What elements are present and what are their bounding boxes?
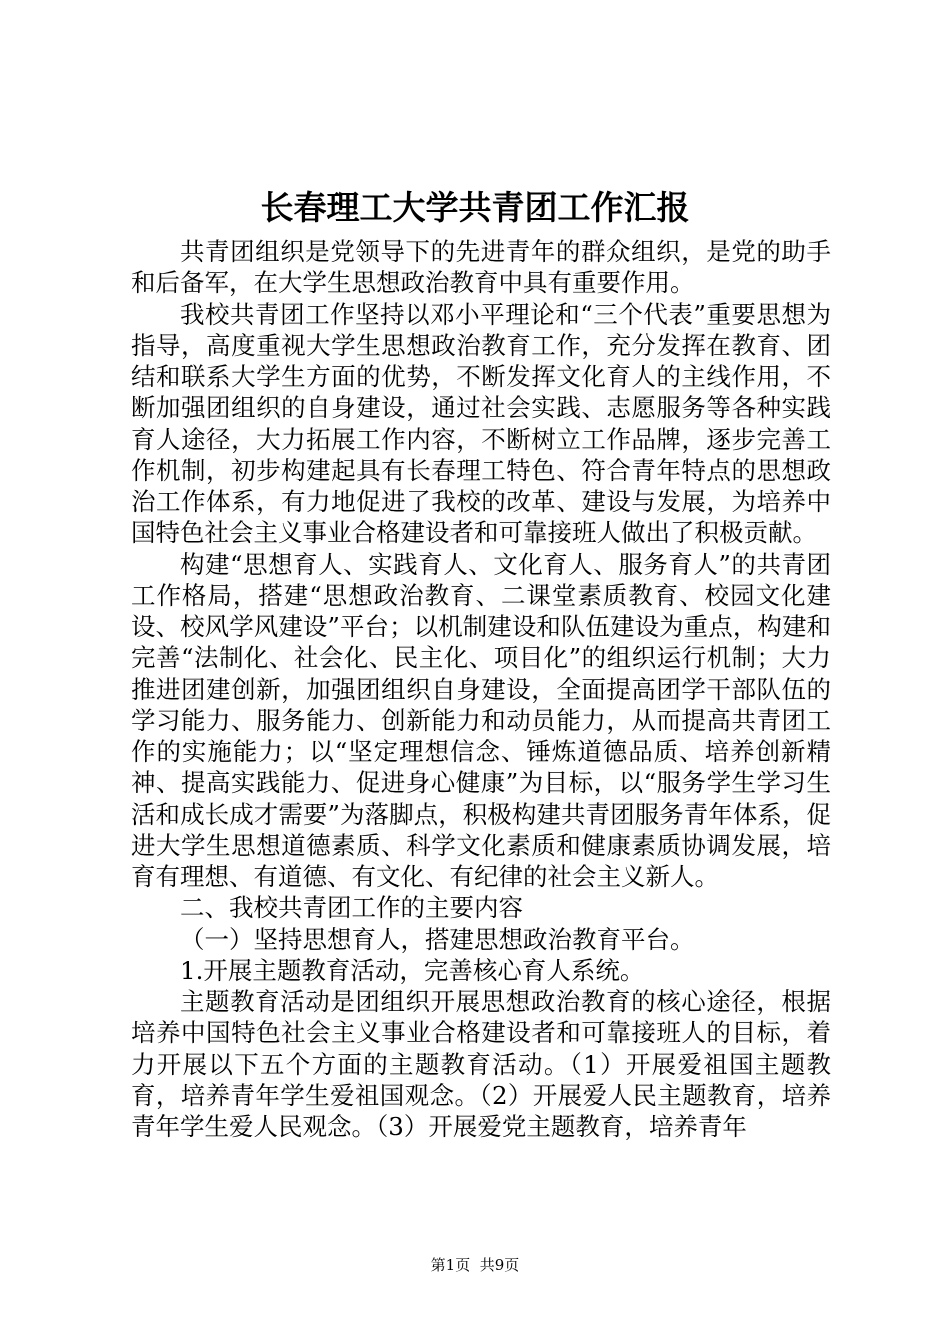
section-heading-main-content: 二、我校共青团工作的主要内容 bbox=[180, 893, 523, 923]
paragraph-work-pattern: 构建“思想育人、实践育人、文化育人、服务育人”的共青团工作格局，搭建“思想政治教育、二课堂素质教育、校园文化建设、校风学风建设”平台；以机制建设和队伍建设为重点，构建和完善“法制化、社会化、民主化、项目化”的组织运行机制；大力推进团建创新，加强团组织自身建设，全面提高团学干部队伍的学习能力、服务能力、创新能力和动员能力，从而提高共青团工作的实施能力；以“坚定理想信念、锤炼道德品质、培养创新精神、提高实践能力、促进身心健康”为目标，以“服务学生学习生活和成长成才需要”为落脚点，积极构建共青团服务青年体系，促进大学生思想道德素质、科学文化素质和健康素质协调发展，培育有理想、有道德、有文化、有纪律的社会主义新人。 bbox=[131, 549, 831, 891]
page-footer bbox=[0, 1255, 950, 1275]
paragraph-intro: 共青团组织是党领导下的先进青年的群众组织，是党的助手和后备军，在大学生思想政治教育中具有重要作用。 bbox=[131, 237, 831, 298]
document-title: 长春理工大学共青团工作汇报 bbox=[260, 188, 690, 227]
paragraph-guiding-theory: 我校共青团工作坚持以邓小平理论和“三个代表”重要思想为指导，高度重视大学生思想政治教育工作，充分发挥在教育、团结和联系大学生方面的优势，不断发挥文化育人的主线作用，不断加强团组织的自身建设，通过社会实践、志愿服务等各种实践育人途径，大力拓展工作内容，不断树立工作品牌，逐步完善工作机制，初步构建起具有长春理工特色、符合青年特点的思想政治工作体系，有力地促进了我校的改革、建设与发展，为培养中国特色社会主义事业合格建设者和可靠接班人做出了积极贡献。 bbox=[131, 299, 831, 548]
page-number: 第1页 bbox=[430, 1256, 471, 1274]
document-body bbox=[131, 236, 831, 1142]
paragraph-theme-education: 主题教育活动是团组织开展思想政治教育的核心途径，根据培养中国特色社会主义事业合格建设者和可靠接班人的目标，着力开展以下五个方面的主题教育活动。（1）开展爱祖国主题教育，培养青年学生爱祖国观念。（2）开展爱人民主题教育，培养青年学生爱人民观念。（3）开展爱党主题教育，培养青年 bbox=[131, 987, 831, 1141]
page-total: 共9页 bbox=[479, 1256, 520, 1274]
footer-spacer bbox=[470, 1256, 480, 1274]
subsection-heading-ideological-education: （一）坚持思想育人，搭建思想政治教育平台。 bbox=[180, 924, 695, 954]
item-heading-theme-education: 1.开展主题教育活动，完善核心育人系统。 bbox=[180, 955, 645, 985]
